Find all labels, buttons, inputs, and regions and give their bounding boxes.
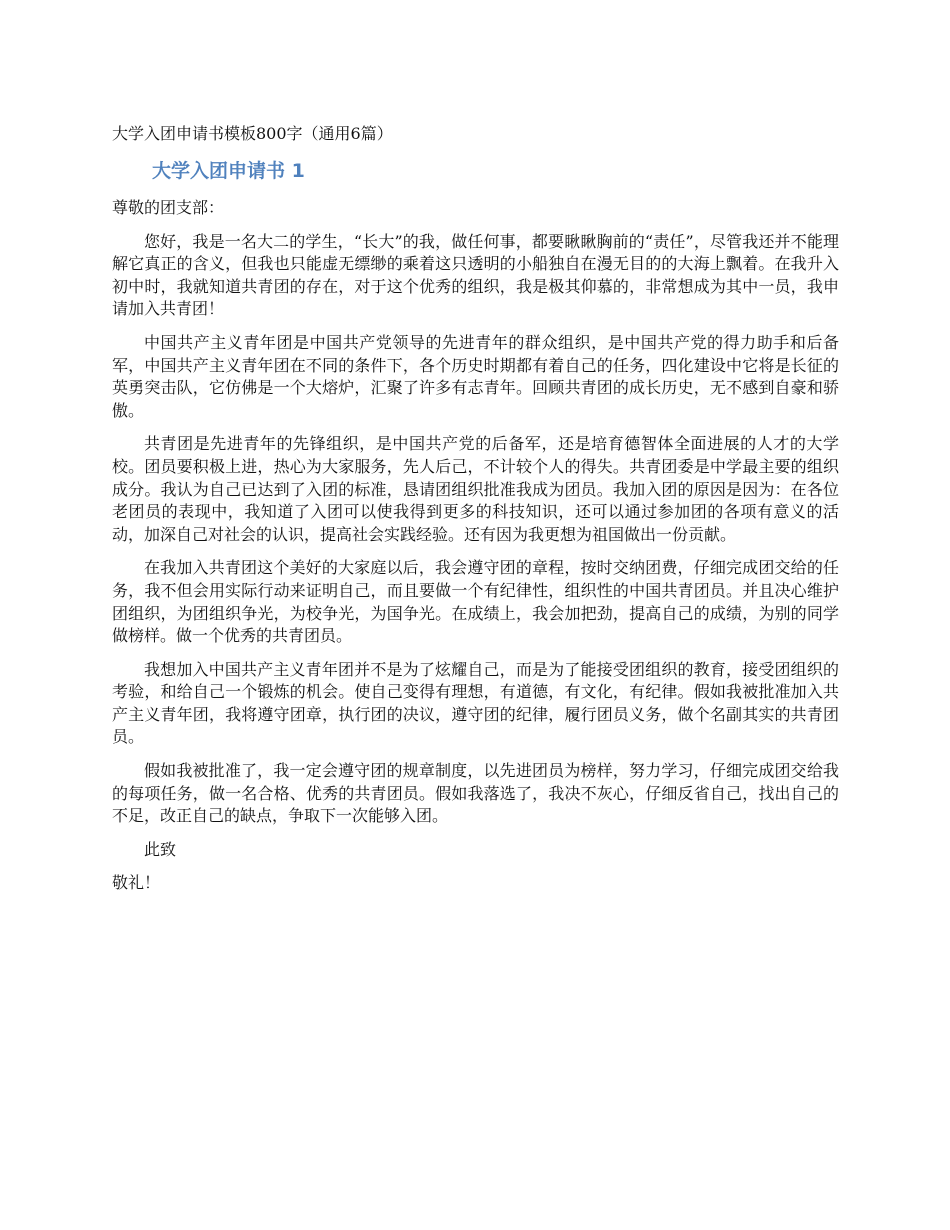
paragraph-4: 在我加入共青团这个美好的大家庭以后，我会遵守团的章程，按时交纳团费，仔细完成团交给的任务，我不但会用实际行动来证明自己，而且要做一个有纪律性，组织性的中国共青团员。并且决心维护团组织，为团组织争光，为校争光，为国争光。在成绩上，我会加把劲，提高自己的成绩，为别的同学做榜样。做一个优秀的共青团员。 <box>112 558 839 646</box>
paragraph-3: 共青团是先进青年的先锋组织，是中国共产党的后备军，还是培育德智体全面进展的人才的大学校。团员要积极上进，热心为大家服务，先人后己，不计较个人的得失。共青团委是中学最主要的组织成分。我认为自己已达到了入团的标准，恳请团组织批准我成为团员。我加入团的原因是因为：在各位老团员的表现中，我知道了入团可以使我得到更多的科技知识，还可以通过参加团的各项有意义的活动，加深自己对社会的认识，提高社会实践经验。还有因为我更想为祖国做出一份贡献。 <box>112 434 839 544</box>
paragraph-6: 假如我被批准了，我一定会遵守团的规章制度，以先进团员为榜样，努力学习，仔细完成团交给我的每项任务，做一名合格、优秀的共青团员。假如我落选了，我决不灰心，仔细反省自己，找出自己的不足，改正自己的缺点，争取下一次能够入团。 <box>112 761 839 826</box>
regards-line: 敬礼！ <box>112 873 161 893</box>
document-title: 大学入团申请书模板800字（通用6篇） <box>112 124 393 143</box>
paragraph-2: 中国共产主义青年团是中国共产党领导的先进青年的群众组织，是中国共产党的得力助手和后备军，中国共产主义青年团在不同的条件下，各个历史时期都有着自己的任务，四化建设中它将是长征的英勇突击队，它仿佛是一个大熔炉，汇聚了许多有志青年。回顾共青团的成长历史，无不感到自豪和骄傲。 <box>112 332 839 420</box>
document-body <box>112 123 839 895</box>
paragraph-5: 我想加入中国共产主义青年团并不是为了炫耀自己，而是为了能接受团组织的教育，接受团组织的考验，和给自己一个锻炼的机会。使自己变得有理想，有道德，有文化，有纪律。假如我被批准加入共产主义青年团，我将遵守团章，执行团的决议，遵守团的纪律，履行团员义务，做个名副其实的共青团员。 <box>112 659 839 747</box>
paragraph-1: 您好，我是一名大二的学生，“长大”的我，做任何事，都要瞅瞅胸前的“责任”，尽管我还并不能理解它真正的含义，但我也只能虚无缥缈的乘着这只透明的小船独自在漫无目的的大海上飘着。在我升入初中时，我就知道共青团的存在，对于这个优秀的组织，我是极其仰慕的，非常想成为其中一员，我申请加入共青团！ <box>112 231 839 319</box>
closing-line: 此致 <box>144 839 177 859</box>
salutation: 尊敬的团支部： <box>112 198 225 217</box>
section-heading: 大学入团申请书 1 <box>152 160 305 182</box>
